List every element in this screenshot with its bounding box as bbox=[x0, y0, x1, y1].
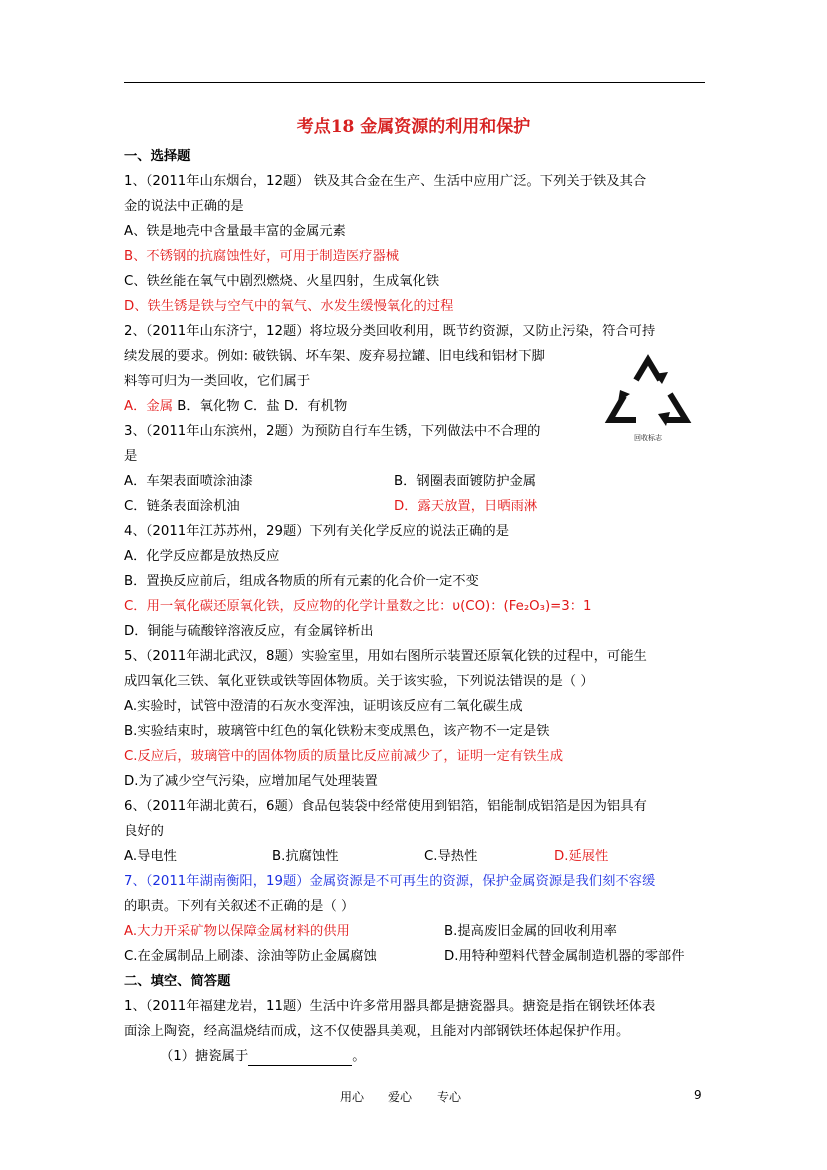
q7-stem-line1: 7、（2011年湖南衡阳，19题）金属资源是不可再生的资源，保护金属资源是我们刻不容缓 bbox=[124, 874, 656, 889]
q4-option-c: C．用一氧化碳还原氧化铁，反应物的化学计量数之比：υ(CO)：(Fe₂O₃)=3：1 bbox=[124, 599, 592, 614]
q2-stem-line3: 料等可归为一类回收，它们属于 bbox=[124, 374, 311, 389]
q7-option-b: B.提高废旧金属的回收利用率 bbox=[444, 924, 617, 939]
q1-option-b: B、不锈钢的抗腐蚀性好，可用于制造医疗器械 bbox=[124, 249, 400, 264]
q3-option-d: D．露天放置，日晒雨淋 bbox=[394, 499, 538, 514]
section-heading-choice: 一、选择题 bbox=[124, 149, 191, 164]
q1-stem-line1: 1、（2011年山东烟台，12题） 铁及其合金在生产、生活中应用广泛。下列关于铁及其合 bbox=[124, 174, 647, 189]
q5-option-c: C.反应后，玻璃管中的固体物质的质量比反应前减少了，证明一定有铁生成 bbox=[124, 749, 564, 764]
page-number: 9 bbox=[694, 1088, 702, 1102]
recycle-caption: 回收标志 bbox=[634, 434, 662, 442]
q2-options-rest: B．氧化物 C．盐 D．有机物 bbox=[173, 399, 348, 414]
q7-row-ab bbox=[124, 923, 617, 941]
q6-options-row bbox=[124, 848, 609, 866]
q5-stem-line2: 成四氧化三铁、氧化亚铁或铁等固体物质。关于该实验，下列说法错误的是（ ） bbox=[124, 674, 594, 689]
q5-option-d: D.为了减少空气污染，应增加尾气处理装置 bbox=[124, 774, 378, 789]
q1-option-a: A、铁是地壳中含量最丰富的金属元素 bbox=[124, 224, 346, 239]
q1-option-d: D、铁生锈是铁与空气中的氧气、水发生缓慢氧化的过程 bbox=[124, 299, 454, 314]
q3-row-cd bbox=[124, 498, 538, 516]
q4-option-a: A．化学反应都是放热反应 bbox=[124, 549, 280, 564]
header-rule bbox=[124, 82, 705, 83]
q7-option-a: A.大力开采矿物以保障金属材料的供用 bbox=[124, 924, 350, 939]
f1-sub1-end: 。 bbox=[352, 1049, 366, 1064]
q2-options bbox=[124, 398, 347, 416]
q2-stem-line1: 2、（2011年山东济宁，12题）将垃圾分类回收利用，既节约资源，又防止污染，符合可持 bbox=[124, 324, 656, 339]
q4-option-d: D．铜能与硫酸锌溶液反应，有金属锌析出 bbox=[124, 624, 374, 639]
q5-option-a: A.实验时，试管中澄清的石灰水变浑浊，证明该反应有二氧化碳生成 bbox=[124, 699, 523, 714]
recycle-symbol-icon bbox=[600, 350, 696, 446]
q3-option-b: B．钢圈表面镀防护金属 bbox=[394, 474, 537, 489]
q1-option-c: C、铁丝能在氧气中剧烈燃烧、火星四射，生成氧化铁 bbox=[124, 274, 440, 289]
footer-text-1: 用心 bbox=[340, 1090, 365, 1104]
f1-sub1 bbox=[160, 1048, 366, 1066]
q6-option-d: D.延展性 bbox=[554, 849, 609, 864]
q3-option-c: C．链条表面涂机油 bbox=[124, 499, 240, 514]
q6-option-a: A.导电性 bbox=[124, 849, 177, 864]
q6-option-c: C.导热性 bbox=[424, 849, 478, 864]
q5-stem-line1: 5、（2011年湖北武汉，8题）实验室里，用如右图所示装置还原氧化铁的过程中，可能生 bbox=[124, 649, 647, 664]
q7-row-cd bbox=[124, 948, 685, 966]
q2-stem-line2: 续发展的要求。例如: 破铁锅、坏车架、废弃易拉罐、旧电线和铝材下脚 bbox=[124, 349, 545, 364]
q1-stem-line2: 金的说法中正确的是 bbox=[124, 199, 244, 214]
q3-stem-line2: 是 bbox=[124, 449, 138, 464]
q7-stem-line2: 的职责。下列有关叙述不正确的是（ ） bbox=[124, 899, 355, 914]
q4-option-b: B．置换反应前后，组成各物质的所有元素的化合价一定不变 bbox=[124, 574, 479, 589]
q2-option-a: A．金属 bbox=[124, 399, 173, 414]
footer-text-2: 爱心 bbox=[388, 1090, 413, 1104]
q3-row-ab bbox=[124, 473, 537, 491]
f1-sub1-blank[interactable] bbox=[248, 1051, 352, 1066]
q7-option-d: D.用特种塑料代替金属制造机器的零部件 bbox=[444, 949, 685, 964]
f1-stem-line2: 面涂上陶瓷，经高温烧结而成，这不仅使器具美观，且能对内部钢铁坯体起保护作用。 bbox=[124, 1024, 630, 1039]
footer-text-3: 专心 bbox=[437, 1090, 462, 1104]
q5-option-b: B.实验结束时，玻璃管中红色的氧化铁粉末变成黑色，该产物不一定是铁 bbox=[124, 724, 550, 739]
q3-stem-line1: 3、（2011年山东滨州，2题）为预防自行车生锈，下列做法中不合理的 bbox=[124, 424, 541, 439]
q4-stem: 4、（2011年江苏苏州，29题）下列有关化学反应的说法正确的是 bbox=[124, 524, 509, 539]
page-title: 考点18 金属资源的利用和保护 bbox=[296, 117, 531, 137]
q6-stem-line2: 良好的 bbox=[124, 824, 164, 839]
section-heading-fill: 二、填空、简答题 bbox=[124, 974, 231, 989]
q7-option-c: C.在金属制品上刷漆、涂油等防止金属腐蚀 bbox=[124, 949, 377, 964]
q6-option-b: B.抗腐蚀性 bbox=[272, 849, 339, 864]
f1-sub1-label: （1）搪瓷属于 bbox=[160, 1049, 249, 1064]
f1-stem-line1: 1、（2011年福建龙岩，11题）生活中许多常用器具都是搪瓷器具。搪瓷是指在钢铁坯体表 bbox=[124, 999, 656, 1014]
q3-option-a: A．车架表面喷涂油漆 bbox=[124, 474, 253, 489]
q6-stem-line1: 6、（2011年湖北黄石，6题）食品包装袋中经常使用到铝箔，铝能制成铝箔是因为铝具有 bbox=[124, 799, 647, 814]
